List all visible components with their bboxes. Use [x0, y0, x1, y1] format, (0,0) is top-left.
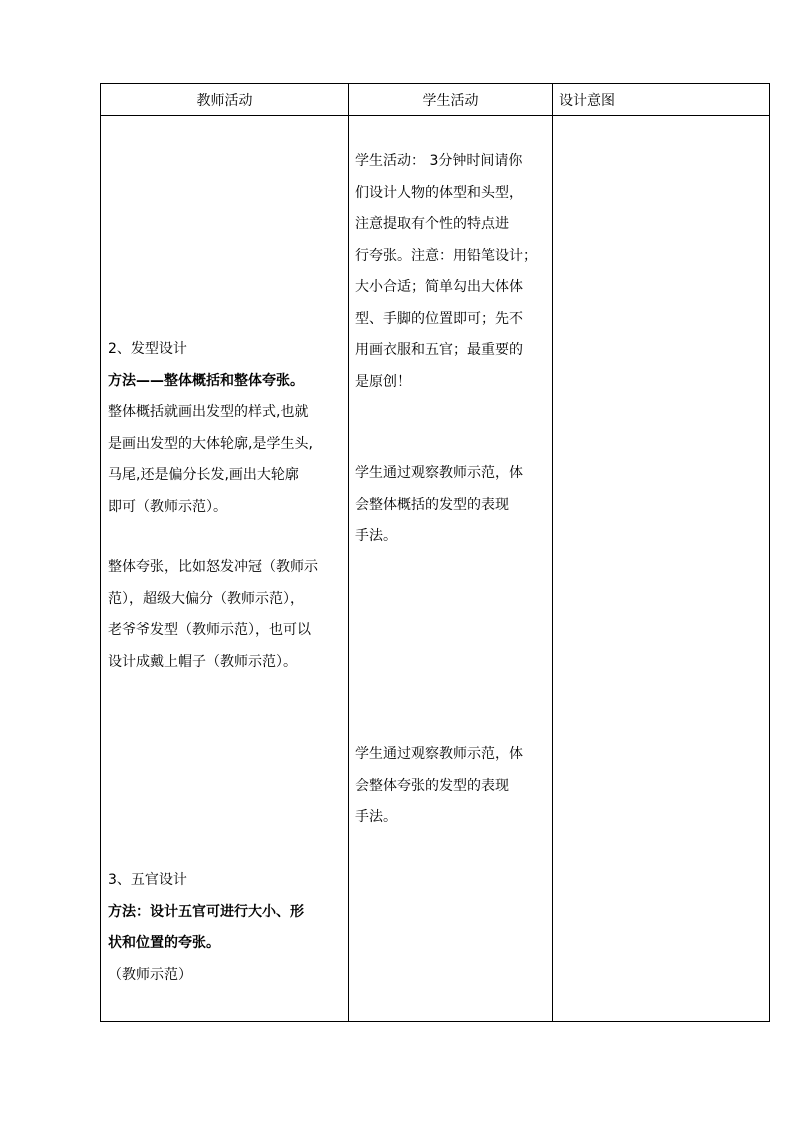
hair-exaggeration-line: 整体夸张，比如怒发冲冠（教师示: [108, 559, 318, 575]
hair-exaggeration-paragraph: [108, 552, 318, 678]
teacher-activity-cell: [101, 116, 349, 1022]
facial-features-section: [108, 865, 304, 991]
student-activity-line: 学生活动： 3分钟时间请你: [355, 153, 523, 169]
header-row: [101, 84, 770, 116]
design-intent-cell: [553, 116, 770, 1022]
facial-features-method-line: 方法：设计五官可进行大小、形: [108, 903, 304, 920]
student-observe-line: 手法。: [355, 528, 397, 544]
header-design-intent: 设计意图: [553, 84, 770, 116]
student-activity-line: 型、手脚的位置即可；先不: [355, 310, 523, 327]
hair-exaggeration-line: 老爷爷发型（教师示范），也可以: [108, 622, 311, 638]
hair-design-method: 方法——整体概括和整体夸张。: [108, 372, 304, 389]
student-activity-line: 行夸张。注意：用铅笔设计；: [355, 247, 537, 264]
student-activity-line: 是原创！: [355, 373, 411, 390]
hair-design-title: 2、发型设计: [108, 341, 187, 357]
hair-summary-line: 即可（教师示范）。: [108, 498, 227, 515]
facial-features-title: 3、五官设计: [108, 872, 187, 888]
facial-features-method-line: 状和位置的夸张。: [108, 935, 220, 951]
hair-exaggeration-line: 范），超级大偏分（教师示范），: [108, 590, 304, 607]
student-design-activity: [355, 146, 537, 398]
student-activity-line: 们设计人物的体型和头型，: [355, 184, 523, 201]
facial-features-demo: （教师示范）: [108, 966, 192, 983]
student-activity-line: 注意提取有个性的特点进: [355, 216, 509, 232]
hair-summary-line: 马尾,还是偏分长发,画出大轮廓: [108, 467, 299, 483]
student-observe-line: 会整体夸张的发型的表现: [355, 777, 509, 794]
student-activity-line: 大小合适；简单勾出大体体: [355, 279, 523, 295]
student-observe-summary: [355, 458, 523, 553]
student-observe-exaggeration: [355, 739, 523, 834]
header-student-activity: 学生活动: [349, 84, 553, 116]
hair-design-section: [108, 334, 313, 523]
student-activity-cell: [349, 116, 553, 1022]
student-observe-line: 会整体概括的发型的表现: [355, 496, 509, 513]
hair-summary-line: 是画出发型的大体轮廓,是学生头,: [108, 435, 313, 452]
hair-exaggeration-line: 设计成戴上帽子（教师示范）。: [108, 653, 297, 670]
header-teacher-activity: 教师活动: [101, 84, 349, 116]
hair-summary-line: 整体概括就画出发型的样式,也就: [108, 404, 309, 420]
content-row: [101, 116, 770, 1022]
student-observe-line: 学生通过观察教师示范，体: [355, 465, 523, 481]
student-observe-line: 学生通过观察教师示范，体: [355, 746, 523, 762]
lesson-plan-table: [100, 83, 770, 1022]
student-observe-line: 手法。: [355, 809, 397, 825]
student-activity-line: 用画衣服和五官；最重要的: [355, 342, 523, 358]
